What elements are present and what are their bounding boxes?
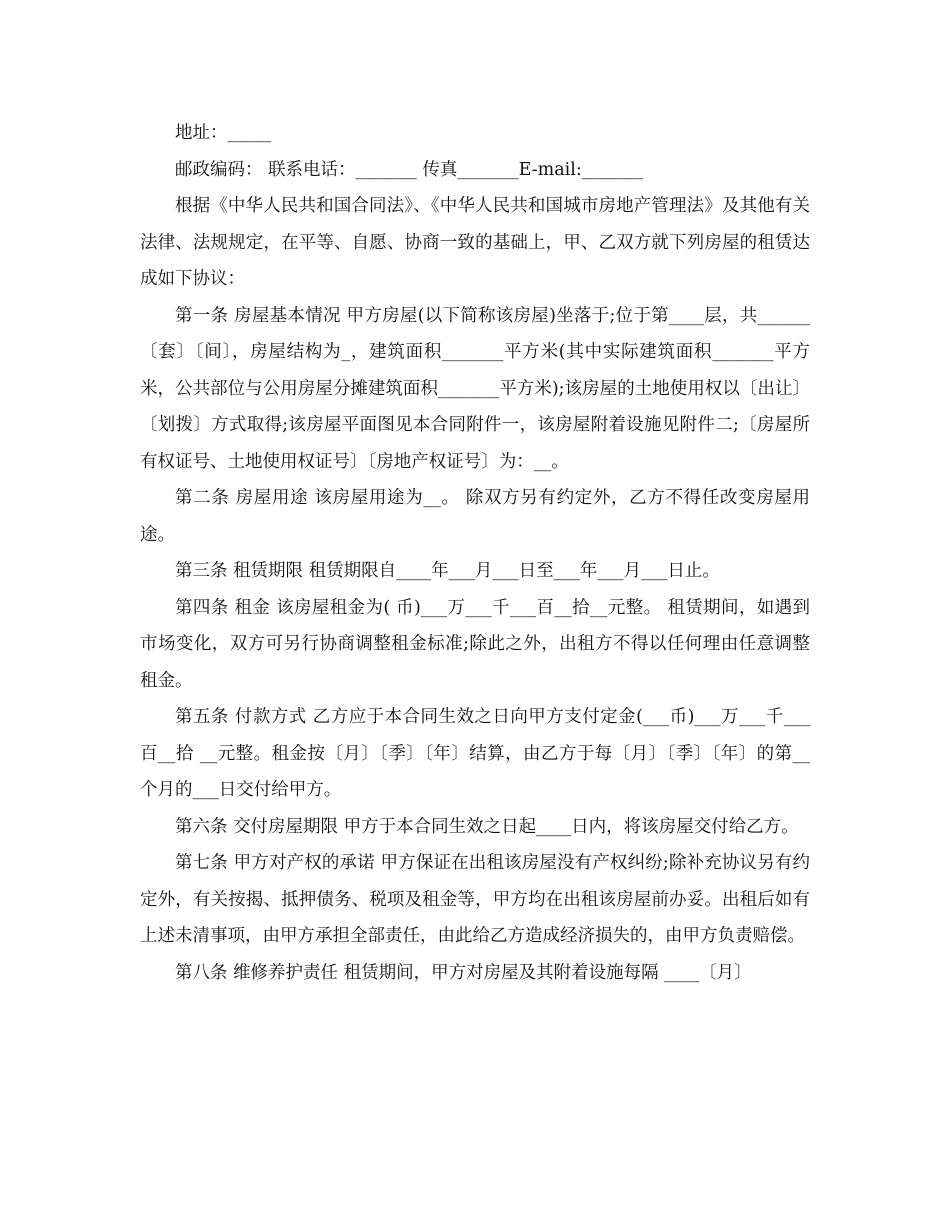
contact-line: 邮政编码： 联系电话：_______ 传真_______E-mail:_______ — [175, 159, 644, 180]
address-line: 地址：_____ — [175, 123, 272, 143]
article-4-paragraph: 第四条 租金 该房屋租金为( 币)___万___千___百__拾__元整。 租赁期间，如遇到市场变化，双方可另行协商调整租金标准;除此之外，出租方不得以任何理由任意调整租金。 — [140, 597, 810, 691]
article-1-paragraph: 第一条 房屋基本情况 甲方房屋(以下简称该房屋)坐落于;位于第____层，共______ 〔套〕〔间〕，房屋结构为_，建筑面积_______平方米(其中实际建筑面积_______平方米，公共部位与公用房屋分摊建筑面积_______平方米);该房屋的土地使用权以〔出让〕〔划拨〕方式取得;该房屋平面图见本合同附件一，该房屋附着设施见附件二;〔房屋所有权证号、土地使用权证号〕〔房地产权证号〕为：__。 — [140, 305, 816, 472]
document-page — [140, 115, 816, 991]
article-6-paragraph: 第六条 交付房屋期限 甲方于本合同生效之日起____日内，将该房屋交付给乙方。 — [175, 816, 799, 837]
preamble-paragraph: 根据《中华人民共和国合同法》、《中华人民共和国城市房地产管理法》及其他有关法律、法规规定，在平等、自愿、协商一致的基础上，甲、乙双方就下列房屋的租赁达成如下协议： — [140, 196, 810, 289]
article-7-paragraph: 第七条 甲方对产权的承诺 甲方保证在出租该房屋没有产权纠纷;除补充协议另有约定外，有关按揭、抵押债务、税项及租金等，甲方均在出租该房屋前办妥。出租后如有上述未清事项，由甲方承担全部责任，由此给乙方造成经济损失的，由甲方负责赔偿。 — [140, 853, 810, 946]
article-2-paragraph: 第二条 房屋用途 该房屋用途为__。 除双方另有约定外，乙方不得任改变房屋用途。 — [140, 488, 810, 545]
article-5-paragraph: 第五条 付款方式 乙方应于本合同生效之日向甲方支付定金(___币)___万___千___百__拾 __元整。租金按〔月〕〔季〕〔年〕结算，由乙方于每〔月〕〔季〕〔年〕的第__个月的___日交付给甲方。 — [140, 707, 810, 800]
article-8-paragraph: 第八条 维修养护责任 租赁期间，甲方对房屋及其附着设施每隔 ____〔月〕 — [175, 962, 752, 983]
article-3-paragraph: 第三条 租赁期限 租赁期限自____年___月___日至___年___月___日止。 — [175, 561, 720, 581]
